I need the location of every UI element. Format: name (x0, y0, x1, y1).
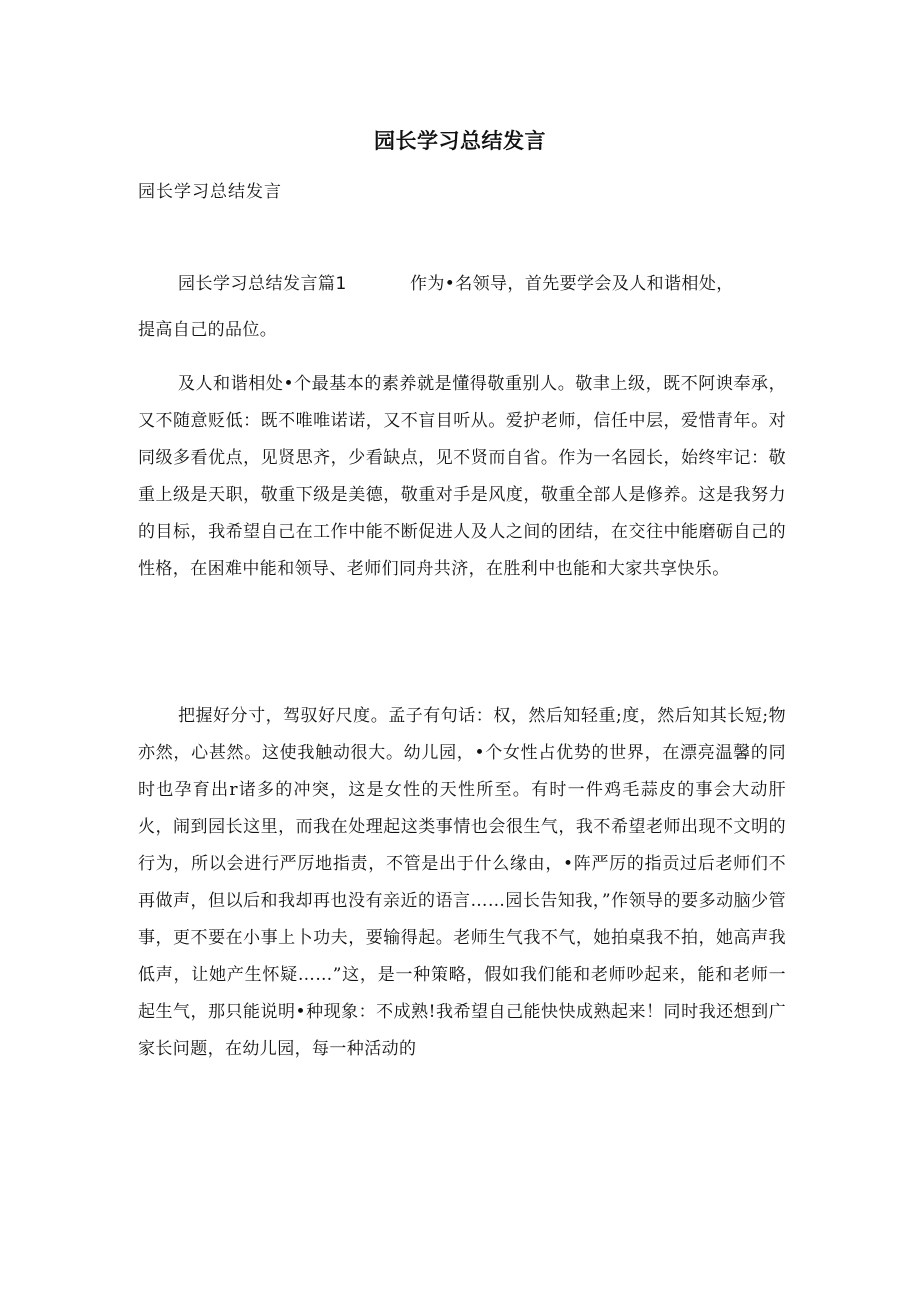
document-subtitle: 园长学习总结发言 (138, 182, 282, 202)
body-paragraph: 把握好分寸，驾驭好尺度。孟子有句话：权，然后知轻重;度，然后知其长短;物亦然，心甚然。这使我触动很大。幼儿园，•个女性占优势的世界，在漂亮温馨的同时也孕育出r诸多的冲突，这是女性的天性所至。有时一件鸡毛蒜皮的事会大动肝火，闹到园长这里，而我在处理起这类事情也会很生气，我不希望老师出现不文明的行为，所以会进行严厉地指责，不管是出于什么缘由，•阵严厉的指贡过后老师们不再做声，但以后和我却再也没有亲近的语言……园长告知我，”作领导的要多动脑少管事，更不要在小事上卜功夫，要输得起。老师生气我不气，她拍桌我不拍，她高声我低声，让她产生怀疑……”这，是一种策略，假如我们能和老师吵起来，能和老师一起生气，那只能说明•种现象：不成熟!我希望自己能快快成熟起来！同时我还想到广家长问题，在幼儿园，每一种活动的 (138, 706, 786, 1059)
intro-first-line: 作为•名领导，首先要学会及人和谐相处， (410, 274, 734, 294)
document-title: 园长学习总结发言 (374, 129, 546, 153)
section-heading: 园长学习总结发言篇1 (178, 274, 347, 294)
intro-continuation: 提高自己的品位。 (138, 320, 278, 340)
body-paragraph: 及人和谐相处•个最基本的素养就是懂得敬重别人。敬聿上级，既不阿谀奉承，又不随意贬低：既不唯唯诺诺，又不盲目听从。爱护老师，信任中层，爱惜青年。对同级多看优点，见贤思齐，少看缺点，见不贤而自省。作为一名园长，始终牢记：敬重上级是天职，敬重下级是美德，敬重对手是风度，敬重全部人是修养。这是我努力的目标，我希望自己在工作中能不断促进人及人之间的团结，在交往中能磨砺自己的性格，在困难中能和领导、老师们同舟共济，在胜利中也能和大家共享快乐。 (138, 374, 786, 579)
